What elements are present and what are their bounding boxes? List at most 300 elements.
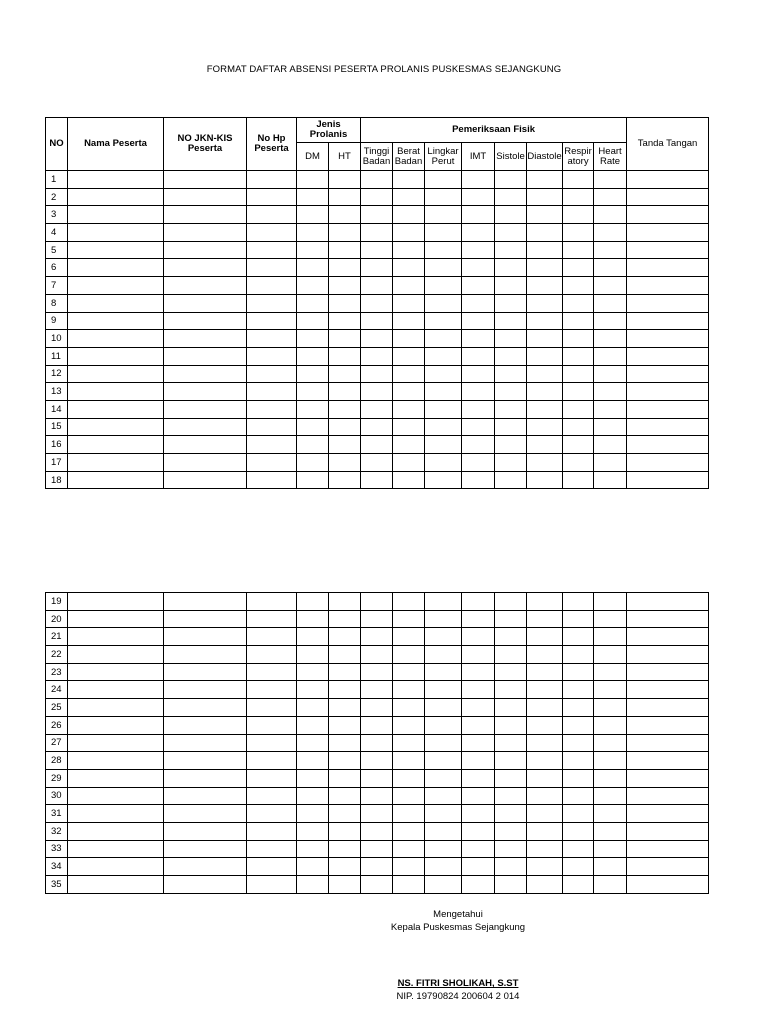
row-number: 18 [46,471,68,489]
table-row [46,277,709,295]
row-number: 29 [46,769,68,787]
blank-cell [495,259,527,277]
blank-cell [164,383,247,401]
blank-cell [329,822,361,840]
blank-cell [297,787,329,805]
blank-cell [329,454,361,472]
blank-cell [627,383,709,401]
blank-cell [527,628,563,646]
blank-cell [425,681,462,699]
blank-cell [425,471,462,489]
blank-cell [462,822,495,840]
blank-cell [297,716,329,734]
blank-cell [627,436,709,454]
blank-cell [563,418,594,436]
blank-cell [68,471,164,489]
blank-cell [247,805,297,823]
header-tanda-tangan: Tanda Tangan [627,118,709,171]
table-row [46,171,709,189]
blank-cell [425,822,462,840]
blank-cell [594,822,627,840]
blank-cell [393,822,425,840]
blank-cell [68,259,164,277]
blank-cell [329,593,361,611]
blank-cell [462,681,495,699]
blank-cell [361,699,393,717]
blank-cell [68,734,164,752]
blank-cell [495,436,527,454]
blank-cell [495,628,527,646]
blank-cell [329,347,361,365]
blank-cell [68,206,164,224]
blank-cell [393,628,425,646]
blank-cell [425,312,462,330]
blank-cell [594,805,627,823]
blank-cell [462,206,495,224]
row-number: 24 [46,681,68,699]
blank-cell [425,699,462,717]
blank-cell [393,454,425,472]
blank-cell [68,822,164,840]
blank-cell [563,454,594,472]
blank-cell [527,734,563,752]
blank-cell [297,876,329,894]
blank-cell [527,610,563,628]
blank-cell [393,769,425,787]
blank-cell [425,277,462,295]
blank-cell [594,787,627,805]
blank-cell [297,734,329,752]
attendance-table-part-1 [45,117,709,489]
blank-cell [68,224,164,242]
blank-cell [495,681,527,699]
blank-cell [462,716,495,734]
blank-cell [393,259,425,277]
blank-cell [393,646,425,664]
blank-cell [462,769,495,787]
blank-cell [329,787,361,805]
row-number: 27 [46,734,68,752]
blank-cell [393,400,425,418]
blank-cell [594,365,627,383]
row-number: 28 [46,752,68,770]
blank-cell [627,716,709,734]
blank-cell [563,840,594,858]
blank-cell [594,171,627,189]
header-imt: IMT [462,143,495,171]
blank-cell [164,734,247,752]
blank-cell [68,400,164,418]
blank-cell [361,822,393,840]
blank-cell [594,769,627,787]
blank-cell [361,752,393,770]
blank-cell [627,312,709,330]
row-number: 35 [46,876,68,894]
blank-cell [495,822,527,840]
blank-cell [164,699,247,717]
blank-cell [495,699,527,717]
blank-cell [164,330,247,348]
blank-cell [361,206,393,224]
blank-cell [247,752,297,770]
blank-cell [68,840,164,858]
header-pemeriksaan-fisik: Pemeriksaan Fisik [361,118,627,143]
blank-cell [495,734,527,752]
blank-cell [361,454,393,472]
blank-cell [527,224,563,242]
row-number: 15 [46,418,68,436]
blank-cell [495,312,527,330]
blank-cell [425,858,462,876]
blank-cell [563,628,594,646]
blank-cell [361,224,393,242]
blank-cell [297,259,329,277]
table-row [46,646,709,664]
blank-cell [425,752,462,770]
blank-cell [563,699,594,717]
blank-cell [495,769,527,787]
blank-cell [164,752,247,770]
blank-cell [247,858,297,876]
blank-cell [527,259,563,277]
blank-cell [594,858,627,876]
blank-cell [495,646,527,664]
blank-cell [329,294,361,312]
blank-cell [68,277,164,295]
blank-cell [393,347,425,365]
table-row [46,471,709,489]
blank-cell [425,171,462,189]
blank-cell [247,347,297,365]
blank-cell [462,734,495,752]
blank-cell [594,628,627,646]
blank-cell [329,840,361,858]
blank-cell [563,876,594,894]
blank-cell [425,365,462,383]
blank-cell [627,822,709,840]
blank-cell [329,312,361,330]
row-number: 32 [46,822,68,840]
blank-cell [527,330,563,348]
header-respiratory: Respir atory [563,143,594,171]
blank-cell [393,858,425,876]
blank-cell [495,610,527,628]
blank-cell [164,663,247,681]
signer-name: NS. FITRI SHOLIKAH, S.ST [397,978,519,989]
blank-cell [563,663,594,681]
table-row [46,365,709,383]
table-row [46,858,709,876]
blank-cell [462,347,495,365]
blank-cell [164,769,247,787]
blank-cell [594,876,627,894]
blank-cell [495,471,527,489]
blank-cell [361,365,393,383]
blank-cell [627,858,709,876]
header-ht: HT [329,143,361,171]
blank-cell [247,312,297,330]
blank-cell [68,454,164,472]
blank-cell [563,224,594,242]
blank-cell [297,822,329,840]
table-row [46,294,709,312]
blank-cell [361,734,393,752]
blank-cell [68,312,164,330]
blank-cell [462,858,495,876]
blank-cell [495,418,527,436]
blank-cell [393,312,425,330]
header-lingkar-perut: Lingkar Perut [425,143,462,171]
blank-cell [247,277,297,295]
blank-cell [329,734,361,752]
blank-cell [247,734,297,752]
blank-cell [297,312,329,330]
blank-cell [495,752,527,770]
blank-cell [329,383,361,401]
blank-cell [425,454,462,472]
blank-cell [361,876,393,894]
blank-cell [68,681,164,699]
blank-cell [594,610,627,628]
blank-cell [527,646,563,664]
blank-cell [247,294,297,312]
blank-cell [527,876,563,894]
blank-cell [594,347,627,365]
blank-cell [329,277,361,295]
blank-cell [361,277,393,295]
blank-cell [329,400,361,418]
jabatan-label: Kepala Puskesmas Sejangkung [390,922,526,933]
blank-cell [247,454,297,472]
blank-cell [164,259,247,277]
blank-cell [247,171,297,189]
blank-cell [297,454,329,472]
table-row [46,206,709,224]
blank-cell [627,188,709,206]
blank-cell [462,418,495,436]
blank-cell [594,681,627,699]
blank-cell [425,224,462,242]
blank-cell [297,752,329,770]
blank-cell [495,454,527,472]
blank-cell [627,241,709,259]
blank-cell [462,294,495,312]
blank-cell [329,171,361,189]
blank-cell [164,646,247,664]
table-row [46,312,709,330]
blank-cell [495,805,527,823]
blank-cell [495,330,527,348]
blank-cell [329,858,361,876]
blank-cell [164,593,247,611]
blank-cell [247,224,297,242]
table-row [46,752,709,770]
row-number: 3 [46,206,68,224]
blank-cell [425,663,462,681]
blank-cell [527,471,563,489]
blank-cell [594,294,627,312]
blank-cell [361,418,393,436]
blank-cell [361,663,393,681]
blank-cell [627,330,709,348]
blank-cell [164,188,247,206]
blank-cell [462,365,495,383]
blank-cell [329,752,361,770]
blank-cell [563,347,594,365]
attendance-rows-part-2 [46,593,709,894]
blank-cell [594,312,627,330]
blank-cell [68,347,164,365]
blank-cell [361,858,393,876]
blank-cell [329,646,361,664]
blank-cell [297,628,329,646]
blank-cell [393,365,425,383]
blank-cell [329,330,361,348]
blank-cell [393,206,425,224]
blank-cell [329,681,361,699]
blank-cell [68,787,164,805]
blank-cell [361,769,393,787]
blank-cell [627,681,709,699]
blank-cell [68,294,164,312]
blank-cell [297,188,329,206]
blank-cell [68,383,164,401]
row-number: 5 [46,241,68,259]
blank-cell [393,418,425,436]
blank-cell [425,418,462,436]
blank-cell [247,241,297,259]
blank-cell [462,752,495,770]
blank-cell [495,400,527,418]
blank-cell [594,330,627,348]
blank-cell [329,716,361,734]
blank-cell [594,752,627,770]
blank-cell [462,188,495,206]
header-tinggi-badan: Tinggi Badan [361,143,393,171]
blank-cell [361,383,393,401]
blank-cell [462,699,495,717]
blank-cell [297,840,329,858]
blank-cell [563,365,594,383]
blank-cell [527,716,563,734]
blank-cell [594,593,627,611]
row-number: 21 [46,628,68,646]
blank-cell [329,436,361,454]
blank-cell [164,418,247,436]
row-number: 20 [46,610,68,628]
row-number: 31 [46,805,68,823]
header-diastole: Diastole [527,143,563,171]
row-number: 8 [46,294,68,312]
blank-cell [329,206,361,224]
blank-cell [527,294,563,312]
blank-cell [68,805,164,823]
blank-cell [329,610,361,628]
blank-cell [627,769,709,787]
blank-cell [563,330,594,348]
table-row [46,259,709,277]
blank-cell [462,259,495,277]
blank-cell [462,312,495,330]
blank-cell [594,716,627,734]
blank-cell [425,206,462,224]
blank-cell [627,805,709,823]
header-no: NO [46,118,68,171]
row-number: 4 [46,224,68,242]
row-number: 34 [46,858,68,876]
blank-cell [361,312,393,330]
table-row [46,734,709,752]
blank-cell [297,294,329,312]
blank-cell [393,241,425,259]
blank-cell [462,787,495,805]
blank-cell [393,663,425,681]
blank-cell [495,365,527,383]
blank-cell [329,224,361,242]
blank-cell [329,805,361,823]
blank-cell [462,330,495,348]
blank-cell [425,294,462,312]
blank-cell [361,471,393,489]
blank-cell [393,294,425,312]
blank-cell [247,593,297,611]
blank-cell [361,330,393,348]
blank-cell [361,646,393,664]
blank-cell [627,418,709,436]
blank-cell [329,418,361,436]
blank-cell [627,454,709,472]
blank-cell [164,822,247,840]
blank-cell [393,171,425,189]
blank-cell [361,805,393,823]
blank-cell [462,593,495,611]
blank-cell [495,383,527,401]
blank-cell [297,663,329,681]
blank-cell [164,206,247,224]
blank-cell [361,593,393,611]
blank-cell [297,858,329,876]
blank-cell [425,383,462,401]
blank-cell [594,277,627,295]
blank-cell [393,787,425,805]
blank-cell [247,681,297,699]
header-jenis-prolanis: Jenis Prolanis [297,118,361,143]
blank-cell [527,454,563,472]
row-number: 11 [46,347,68,365]
blank-cell [527,347,563,365]
blank-cell [495,787,527,805]
blank-cell [393,840,425,858]
blank-cell [425,610,462,628]
blank-cell [297,436,329,454]
table-row [46,241,709,259]
blank-cell [247,471,297,489]
blank-cell [247,663,297,681]
blank-cell [361,628,393,646]
blank-cell [297,418,329,436]
blank-cell [563,383,594,401]
blank-cell [462,277,495,295]
blank-cell [393,277,425,295]
blank-cell [563,610,594,628]
blank-cell [68,716,164,734]
blank-cell [297,365,329,383]
row-number: 26 [46,716,68,734]
blank-cell [594,699,627,717]
blank-cell [329,188,361,206]
blank-cell [297,347,329,365]
blank-cell [495,840,527,858]
